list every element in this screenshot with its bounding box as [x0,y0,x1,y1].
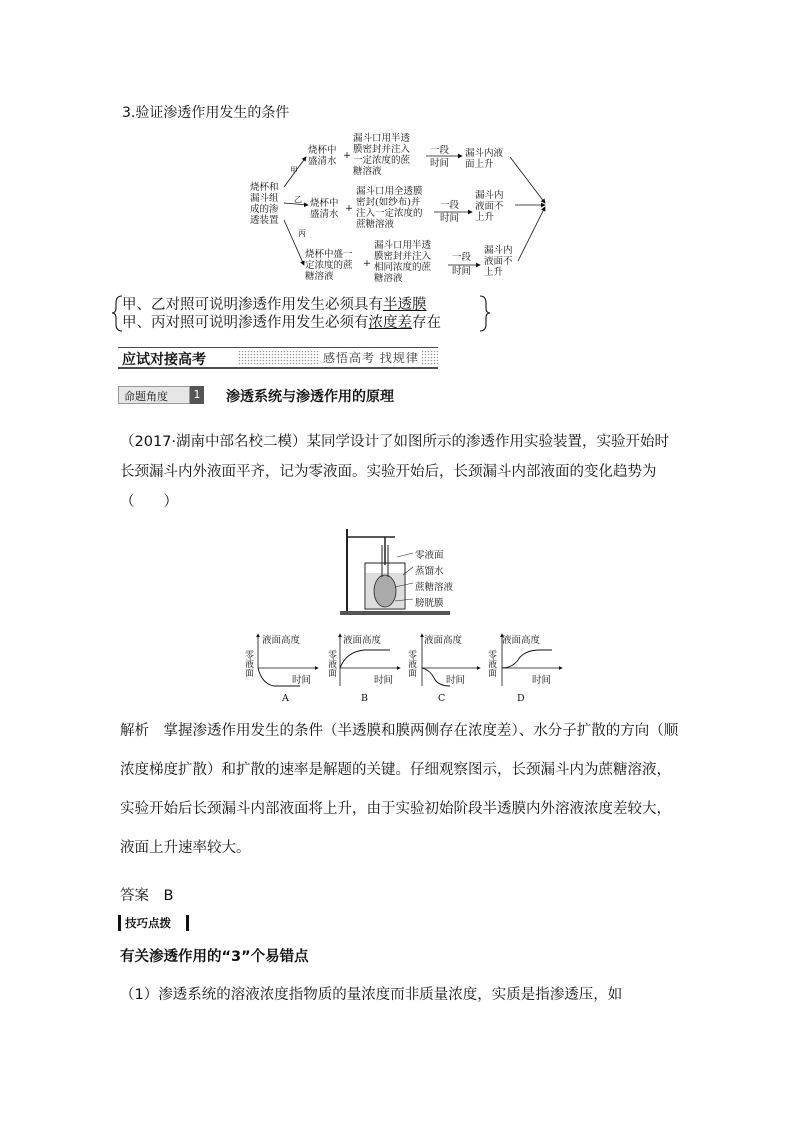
apparatus-label-sucrose: 蔗糖溶液 [415,582,454,593]
apparatus-label-water: 蒸馏水 [415,566,444,577]
row1-result: 漏斗内液 面上升 [465,148,504,170]
graph-d-ylabel: 液面高度 [502,635,541,646]
row2-funnel: 漏斗口用全透膜 密封(如纱布)并 注入一定浓度的 蔗糖溶液 [356,186,423,230]
row3-plus: + [363,258,371,269]
graph-b-ylabel: 液面高度 [343,635,382,646]
branch-bing-label: 丙 [298,229,306,238]
row2-beaker: 烧杯中 盛清水 [310,198,339,220]
row3-beaker: 烧杯中盛一 定浓度的蔗 糖溶液 [305,249,353,282]
apparatus-label-zero: 零液面 [415,550,444,561]
row3-result: 漏斗内 液面不 上升 [484,245,513,278]
converge-arrow-1 [510,157,545,203]
band-right-text: 感悟高考 找规律 [320,349,422,366]
converge-arrow-3 [518,207,545,261]
tip-item-1: （1）渗透系统的溶液浓度指物质的量浓度而非质量浓度，实质是指渗透压，如 [120,987,623,1003]
analysis-text: 解析 掌握渗透作用发生的条件（半透膜和膜两侧存在浓度差）、水分子扩散的方向（顺浓度梯度扩散）和扩散的速率是解题的关键。仔细观察图示，长颈漏斗内为蔗糖溶液，实验开始后长颈漏斗内部液面将上升，由于实验初始阶段半透膜内外溶液浓度差较大，液面上升速率较大。 [120,723,679,856]
graph-a-letter: A [282,693,289,704]
tag-number: 1 [190,386,204,404]
section-title: 3.验证渗透作用发生的条件 [122,105,290,121]
row3-time-top: 一段 [452,252,472,263]
row1-funnel: 漏斗口用半透 膜密封并注入 一定浓度的蔗 糖溶液 [353,133,411,177]
branch-jia-label: 甲 [290,166,298,175]
branch-yi-label: 乙 [294,195,302,204]
branch-arrow-bing [284,220,304,265]
apparatus-label-membrane: 膀胱膜 [415,598,444,609]
graph-b-xlabel: 时间 [374,675,394,686]
tip-label: 技巧点拨 [125,916,171,930]
graph-d-letter: D [517,693,525,704]
row2-result: 漏斗内 液面不 上升 [475,190,504,223]
root-label: 烧杯和 漏斗组 成的渗 透装置 [250,182,279,226]
row3-time-bottom: 时间 [452,266,472,277]
row1-time-top: 一段 [430,145,450,156]
row2-time-bottom: 时间 [440,213,460,224]
question-text: （2017·湖南中部名校二模）某同学设计了如图所示的渗透作用实验装置，实验开始时长颈漏斗内外液面平齐，记为零液面。实验开始后，长颈漏斗内部液面的变化趋势为（ ） [120,434,670,510]
band-label: 应试对接高考 [122,352,206,368]
row2-plus: + [345,203,353,214]
apparatus-figure [335,525,465,617]
answer-text: 答案 B [120,888,174,904]
row2-time-top: 一段 [440,200,460,211]
graph-c-zero: 零液面 [406,650,416,677]
row1-time-bottom: 时间 [430,158,450,169]
row3-funnel: 漏斗口用半透 膜密封并注入 相同浓度的蔗 糖溶液 [374,240,432,284]
graph-c-xlabel: 时间 [446,675,466,686]
graph-b-zero: 零液面 [326,650,336,677]
tip-title: 有关渗透作用的“3”个易错点 [120,949,309,965]
graph-c-ylabel: 液面高度 [424,635,463,646]
graph-a-xlabel: 时间 [292,675,312,686]
row1-beaker: 烧杯中 盛清水 [308,145,337,167]
graph-a-zero: 零液面 [243,650,253,677]
graph-a-ylabel: 液面高度 [262,635,301,646]
tag-title: 渗透系统与渗透作用的原理 [226,389,394,405]
graph-d-zero: 零液面 [486,650,496,677]
graph-c-letter: C [438,693,446,704]
conclusion-2: 甲、丙对照可说明渗透作用发生必须有浓度差存在 [122,315,441,331]
row1-plus: + [343,150,351,161]
graph-d-xlabel: 时间 [532,675,552,686]
conclusion-1: 甲、乙对照可说明渗透作用发生必须具有半透膜 [122,297,427,313]
graph-b-letter: B [361,693,368,704]
tag-box: 命题角度 [118,386,190,404]
